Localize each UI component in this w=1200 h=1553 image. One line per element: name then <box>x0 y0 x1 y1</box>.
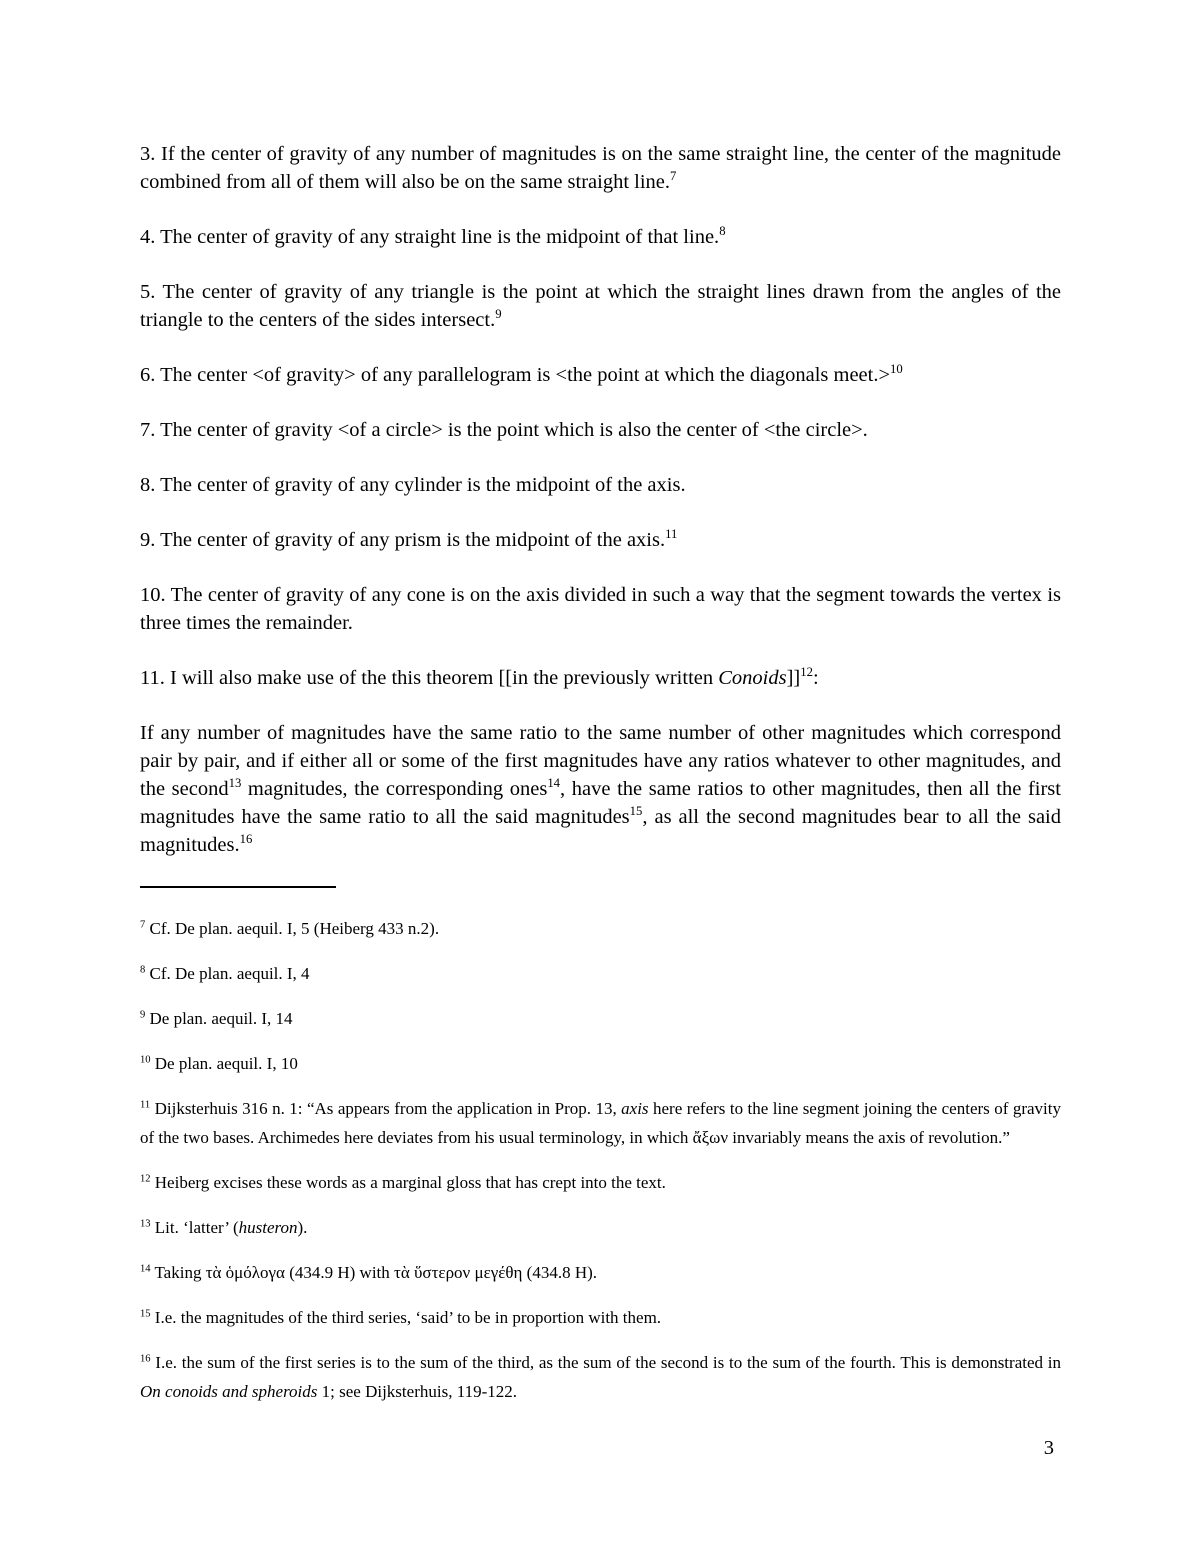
footnote-15: $^{15}$ I.e. the magnitudes of the third series, ‘said’ to be in proportion with them. <box>140 1308 662 1327</box>
footnote-7: $^7$ Cf. De plan. aequil. I, 5 (Heiberg 433 n.2). <box>140 919 440 938</box>
body-paragraph-5: 5. The center of gravity of any triangle is the point at which the straight lines drawn from the angles of the triangle to the centers of the sides intersect.$^9$ <box>140 281 1061 331</box>
footnote-9: $^9$ De plan. aequil. I, 14 <box>140 1009 293 1028</box>
body-paragraph-3: 3. If the center of gravity of any number of magnitudes is on the same straight line, the center of the magnitude combined from all of them will also be on the same straight line.$^7$ <box>140 143 1061 193</box>
footnote-8: $^8$ Cf. De plan. aequil. I, 4 <box>140 964 310 983</box>
footnote-14: $^{14}$ Taking τὰ ὁμόλογα (434.9 H) with τὰ ὕστερον μεγέθη (434.8 H). <box>140 1263 598 1282</box>
footnote-10: $^{10}$ De plan. aequil. I, 10 <box>140 1054 298 1073</box>
footnote-12: $^{12}$ Heiberg excises these words as a marginal gloss that has crept into the text. <box>140 1173 666 1192</box>
body-paragraph-8: 8. The center of gravity of any cylinder is the midpoint of the axis. <box>140 474 686 496</box>
body-paragraph-10: 10. The center of gravity of any cone is on the axis divided in such a way that the segment towards the vertex is three times the remainder. <box>140 584 1061 634</box>
body-paragraph-4: 4. The center of gravity of any straight line is the midpoint of that line.$^8$ <box>140 224 726 248</box>
body-paragraph-9: 9. The center of gravity of any prism is the midpoint of the axis.$^{11}$ <box>140 527 678 551</box>
footnote-11: $^{11}$ Dijksterhuis 316 n. 1: “As appears from the application in Prop. 13, axis here refers to the line segment joining the centers of gravity of the two bases. Archimedes here deviates from his usual terminology, in which ἄξων invariably means the axis of revolution.” <box>140 1099 1061 1147</box>
footnote-separator <box>140 886 336 888</box>
body-paragraph-6: 6. The center <of gravity> of any parallelogram is <the point at which the diagonals meet.>$^{10}$ <box>140 362 903 386</box>
footnote-16: $^{16}$ I.e. the sum of the first series is to the sum of the third, as the sum of the second is to the sum of the fourth. This is demonstrated in On conoids and spheroids 1; see Dijksterhuis, 119-122. <box>140 1353 1061 1401</box>
page-number: 3 <box>1043 1437 1054 1459</box>
body-paragraph-11: 11. I will also make use of the this theorem [[in the previously written Conoids]]$^{12}$: <box>140 665 819 689</box>
footnote-13: $^{13}$ Lit. ‘latter’ (husteron). <box>140 1218 308 1237</box>
body-paragraph-7: 7. The center of gravity <of a circle> is the point which is also the center of <the circle>. <box>140 419 868 441</box>
page-content <box>140 140 1061 1422</box>
body-paragraph-quote: If any number of magnitudes have the same ratio to the same number of other magnitudes which correspond pair by pair, and if either all or some of the first magnitudes have any ratios whatever to other magnitudes, and the second$^{13}$ magnitudes, the corresponding ones$^{14}$, have the same ratios to other magnitudes, then all the first magnitudes have the same ratio to all the said magnitudes$^{15}$, as all the second magnitudes bear to all the said magnitudes.$^{16}$ <box>140 722 1061 856</box>
